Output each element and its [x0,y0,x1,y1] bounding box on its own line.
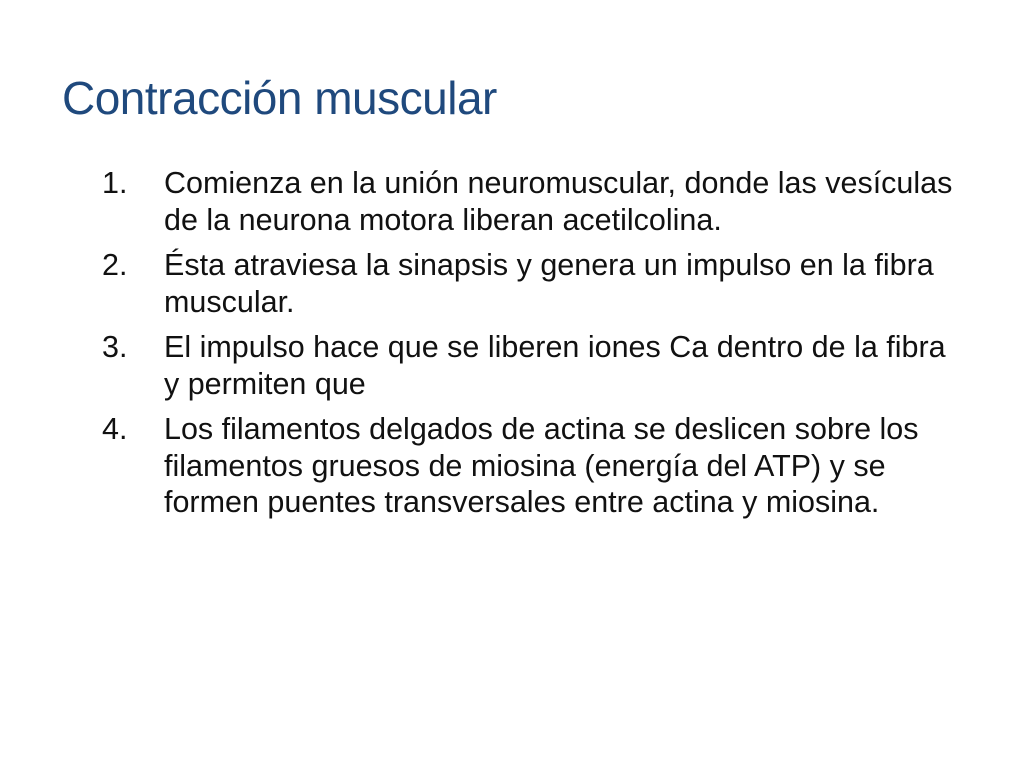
list-item-number: 4. [102,412,128,446]
list-item-number: 3. [102,330,128,364]
list-item-2 [102,247,982,320]
list-item-1 [102,165,982,238]
list-item-number: 2. [102,248,128,282]
list-item-4 [102,411,982,521]
list-item-3 [102,329,982,402]
slide-title: Contracción muscular [62,72,497,124]
list-item-text: Comienza en la unión neuromuscular, donde las vesículas de la neurona motora liberan acetilcolina. [164,166,953,237]
numbered-list [102,165,982,530]
list-item-text: Los filamentos delgados de actina se deslicen sobre los filamentos gruesos de miosina (energía del ATP) y se formen puentes transversales entre actina y miosina. [164,412,919,519]
list-item-number: 1. [102,166,128,200]
list-item-text: El impulso hace que se liberen iones Ca dentro de la fibra y permiten que [164,330,946,401]
list-item-text: Ésta atraviesa la sinapsis y genera un impulso en la fibra muscular. [164,248,934,319]
